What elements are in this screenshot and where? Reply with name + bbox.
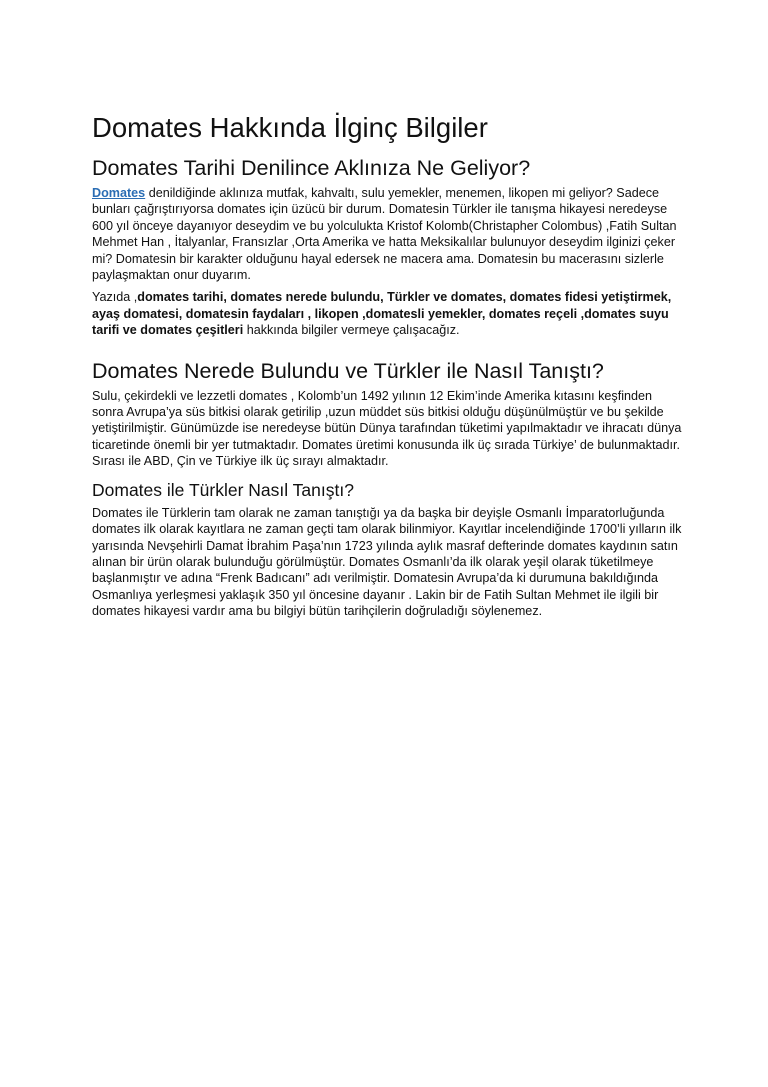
domates-link[interactable]: Domates xyxy=(92,186,146,200)
document-content xyxy=(92,110,682,626)
topics-keywords: domates tarihi, domates nerede bulundu, Türkler ve domates, domates fidesi yetiştirmek, ayaş domatesi, domatesin faydaları , likopen ,domatesli yemekler, domates reçeli ,domates suyu tarifi ve domates çeşitleri xyxy=(92,290,672,338)
topics-suffix: hakkında bilgiler vermeye çalışacağız. xyxy=(243,323,460,338)
topics-paragraph xyxy=(92,289,682,338)
turks-paragraph: Domates ile Türklerin tam olarak ne zaman tanıştığı ya da başka bir deyişle Osmanlı İmparatorluğunda domates ilk olarak kayıtlara ne zaman geçti tam olarak bilinmiyor. Kayıtlar incelendiğinde 1700’li yılların ilk yarısında Nevşehirli Damat İbrahim Paşa’nın 1723 yılında aylık masraf defterinde domates kaydının satın alınan bir ürün olarak bulunduğu görülmüştür. Domates Osmanlı’da ilk olarak yeşil olarak tüketilmeye başlanmıştır ve adına “Frenk Badıcanı” adı verilmiştir. Domatesin Avrupa’da ki durumuna bakıldığında Osmanlıya yerleşmesi yaklaşık 350 yıl öncesine dayanır . Lakin bir de Fatih Sultan Mehmet ile ilgili bir domates hikayesi vardır ama bu bilgiyi bütün tarihçilerin doğruladığı söylenemez. xyxy=(92,505,682,619)
topics-prefix: Yazıda , xyxy=(92,290,138,305)
subsection-heading-turks: Domates ile Türkler Nasıl Tanıştı? xyxy=(92,479,354,500)
intro-paragraph-text: denildiğinde aklınıza mutfak, kahvaltı, sulu yemekler, menemen, likopen mi geliyor? Sadece bunları çağrıştırıyorsa domates için üzücü bir durum. Domatesin Türkler ile tanışma hikayesi neredeyse 600 yıl önceye dayanıyor deseydim ve bu yolculukta Kristof Kolomb(Christapher Colombus) ,Fatih Sultan Mehmet Han , İtalyanlar, Fransızlar ,Orta Amerika ve hatta Meksikalılar bulunuyor deseydim ilginizi çeker mi? Domatesin bir karakter olduğunu hayal edersek ne macera ama. Domatesin bu macerasını sizlerle paylaşmaktan onur duyarım. xyxy=(92,186,677,283)
section-heading-history: Domates Tarihi Denilince Aklınıza Ne Geliyor? xyxy=(92,156,531,180)
discovery-paragraph: Sulu, çekirdekli ve lezzetli domates , Kolomb’un 1492 yılının 12 Ekim’inde Amerika kıtasını keşfinden sonra Avrupa’ya süs bitkisi olarak getirilip ,uzun müddet süs bitkisi olduğu düşünülmüştür ve bu şekilde yetiştirilmiştir. Günümüzde ise neredeyse bütün Dünya tarafından tüketimi yapılmaktadır ve ihracatı dünya ticaretinde önemli bir yer tutmaktadır. Domates üretimi konusunda ilk üç sırada Türkiye’ de bulunmaktadır. Sırası ile ABD, Çin ve Türkiye ilk üç sırayı almaktadır. xyxy=(92,388,682,469)
document-title: Domates Hakkında İlginç Bilgiler xyxy=(92,112,488,143)
intro-paragraph xyxy=(92,185,682,283)
section-heading-discovery: Domates Nerede Bulundu ve Türkler ile Nasıl Tanıştı? xyxy=(92,358,604,383)
